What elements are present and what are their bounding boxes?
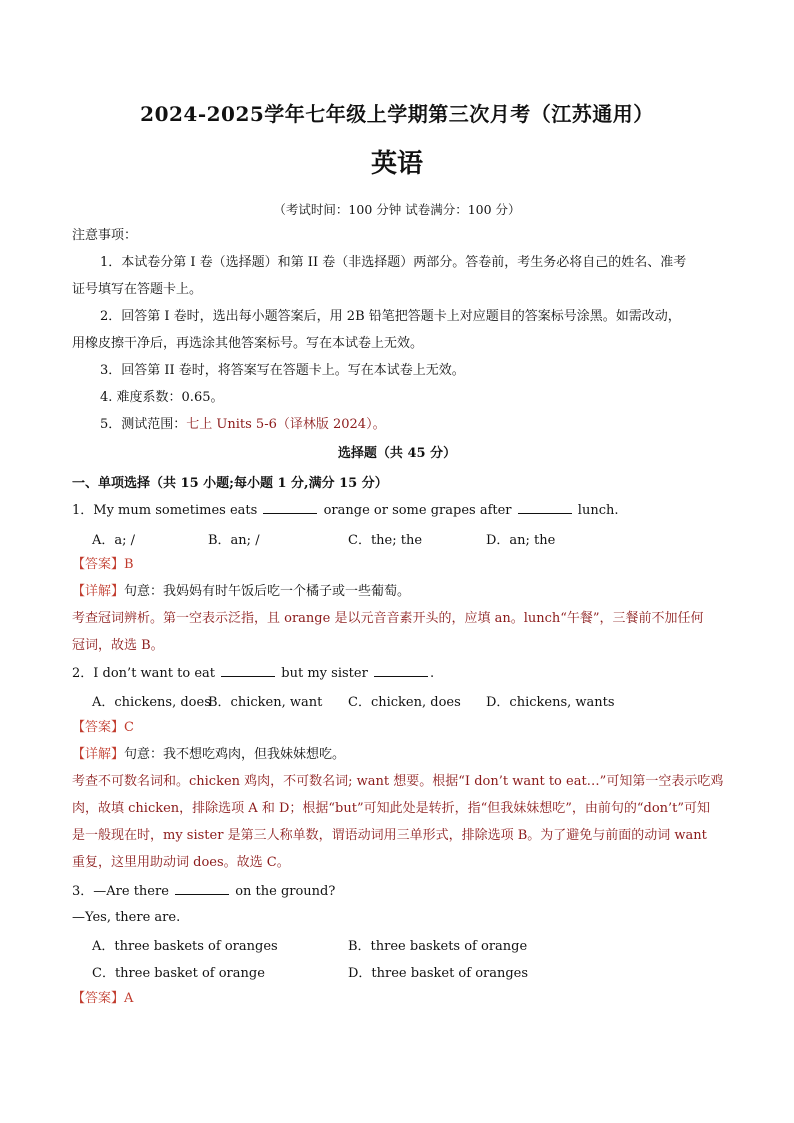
- q2-option-a: A．chickens, does: [92, 695, 211, 710]
- question-3-reply: —Yes, there are.: [72, 910, 181, 925]
- q1-stem-c: lunch.: [577, 503, 619, 518]
- notice-item-2a: 2．回答第 I 卷时，选出每小题答案后，用 2B 铅笔把答题卡上对应题目的答案标号涂黑。如需改动，: [100, 309, 681, 324]
- q1-detail-1: [72, 582, 724, 602]
- part-one-heading: 一、单项选择（共 15 小题;每小题 1 分,满分 15 分）: [72, 476, 388, 491]
- q1-option-b: B．an; /: [208, 533, 260, 548]
- q3-option-d: D．three basket of oranges: [348, 966, 529, 981]
- q2-option-c: C．chicken, does: [348, 695, 461, 710]
- answer-tag: 【答案】: [72, 720, 125, 735]
- q3-stem-b: on the ground?: [235, 884, 336, 899]
- q3-answer: [72, 989, 724, 1009]
- section-heading: 选择题（共 45 分）: [337, 446, 457, 461]
- answer-blank: [263, 501, 317, 514]
- q2-stem-c: .: [429, 666, 435, 681]
- q3-stem-a: 3．—Are there: [72, 884, 169, 899]
- answer-value: C: [124, 720, 134, 735]
- notice-item-5: [100, 415, 724, 435]
- q1-option-c: C．the; the: [348, 533, 423, 548]
- q2-option-d: D．chickens, wants: [486, 695, 615, 710]
- answer-tag: 【答案】: [72, 557, 125, 572]
- q1-option-d: D．an; the: [486, 533, 556, 548]
- subject-title: 英语: [370, 149, 423, 179]
- q1-answer: [72, 555, 724, 575]
- detail-tag: 【详解】: [72, 584, 125, 599]
- notice-item-5-range: 七上 Units 5-6（译林版 2024）。: [186, 417, 386, 432]
- q3-option-b: B．three baskets of orange: [348, 939, 528, 954]
- answer-blank: [175, 882, 229, 895]
- q1-option-a: A．a; /: [92, 533, 136, 548]
- answer-blank: [374, 664, 428, 677]
- notice-item-1a: 1．本试卷分第 I 卷（选择题）和第 II 卷（非选择题）两部分。答卷前，考生务必将自己的姓名、准考: [100, 255, 687, 270]
- notice-item-1b: 证号填写在答题卡上。: [72, 282, 203, 297]
- q1-stem-b: orange or some grapes after: [323, 503, 512, 518]
- q2-answer: [72, 718, 724, 738]
- answer-blank: [518, 501, 572, 514]
- detail-tag: 【详解】: [72, 747, 125, 762]
- answer-value: A: [124, 991, 134, 1006]
- question-3-stem: [72, 882, 724, 902]
- notice-item-4: 4. 难度系数：0.65。: [100, 390, 224, 405]
- detail-text: 句意：我妈妈有时午饭后吃一个橘子或一些葡萄。: [124, 584, 411, 599]
- notice-item-3: 3．回答第 II 卷时，将答案写在答题卡上。写在本试卷上无效。: [100, 363, 465, 378]
- detail-text: 句意：我不想吃鸡肉，但我妹妹想吃。: [124, 747, 346, 762]
- q1-stem-a: 1．My mum sometimes eats: [72, 503, 258, 518]
- q2-detail-3: 肉，故填 chicken，排除选项 A 和 D；根据“but”可知此处是转折，指“但我妹妹想吃”，由前句的“don’t”可知: [72, 801, 711, 816]
- question-1-stem: [72, 501, 724, 521]
- q2-option-b: B．chicken, want: [208, 695, 323, 710]
- q2-detail-1: [72, 745, 724, 765]
- q2-detail-2: 考查不可数名词和。chicken 鸡肉，不可数名词; want 想要。根据“I don’t want to eat…”可知第一空表示吃鸡: [72, 774, 724, 789]
- answer-tag: 【答案】: [72, 991, 125, 1006]
- q3-option-c: C．three basket of orange: [92, 966, 265, 981]
- notice-item-5-prefix: 5．测试范围：: [100, 417, 187, 432]
- notice-item-2b: 用橡皮擦干净后，再选涂其他答案标号。写在本试卷上无效。: [72, 336, 424, 351]
- q3-option-a: A．three baskets of oranges: [92, 939, 278, 954]
- q2-detail-4: 是一般现在时，my sister 是第三人称单数，谓语动词用三单形式，排除选项 B。为了避免与前面的动词 want: [72, 828, 707, 843]
- answer-blank: [221, 664, 275, 677]
- exam-title: 2024-2025学年七年级上学期第三次月考（江苏通用）: [140, 102, 654, 126]
- question-2-stem: [72, 664, 724, 684]
- q1-detail-2: 考查冠词辨析。第一空表示泛指，且 orange 是以元音音素开头的，应填 an。lunch“午餐”，三餐前不加任何: [72, 611, 704, 626]
- answer-value: B: [124, 557, 134, 572]
- q2-stem-a: 2．I don’t want to eat: [72, 666, 216, 681]
- q2-stem-b: but my sister: [281, 666, 368, 681]
- q1-detail-3: 冠词，故选 B。: [72, 638, 164, 653]
- q2-detail-5: 重复，这里用助动词 does。故选 C。: [72, 855, 290, 870]
- exam-info: （考试时间：100 分钟 试卷满分：100 分）: [273, 202, 521, 217]
- notice-heading: 注意事项：: [72, 228, 138, 243]
